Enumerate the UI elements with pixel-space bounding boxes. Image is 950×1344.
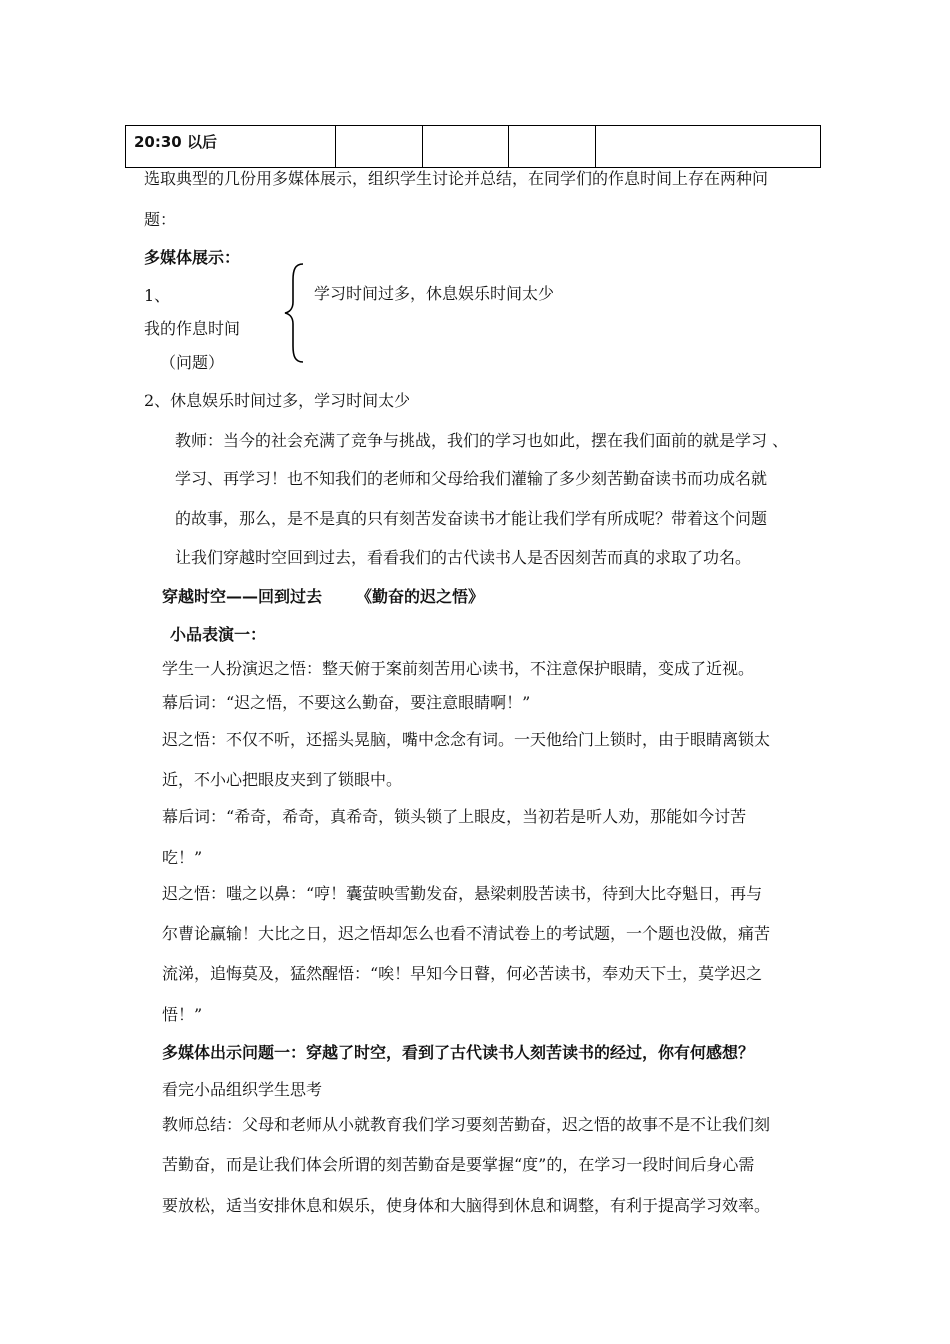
question-one: 多媒体出示问题一：穿越了时空，看到了古代读书人刻苦读书的经过，你有何感想？ <box>162 1043 755 1062</box>
table-cell <box>336 126 423 168</box>
skit-line: 近，不小心把眼皮夹到了锁眼中。 <box>162 770 403 789</box>
table-row <box>126 126 821 168</box>
curly-brace-icon <box>283 262 305 364</box>
intro-line: 题： <box>144 210 177 229</box>
problem1-number: 1、 <box>144 286 171 305</box>
intro-line: 选取典型的几份用多媒体展示，组织学生讨论并总结，在同学们的作息时间上存在两种问 <box>144 169 769 188</box>
summary-line: 教师总结：父母和老师从小就教育我们学习要刻苦勤奋，迟之悟的故事不是不让我们刻 <box>162 1115 771 1134</box>
section-subtitle: 《勤奋的迟之悟》 <box>356 587 485 606</box>
summary-line: 苦勤奋，而是让我们体会所谓的刻苦勤奋是要掌握“度”的，在学习一段时间后身心需 <box>162 1155 755 1174</box>
table-cell <box>596 126 821 168</box>
teacher-intro-line: 学习、再学习！也不知我们的老师和父母给我们灌输了多少刻苦勤奋读书而功成名就 <box>175 469 768 488</box>
schedule-table <box>125 125 821 168</box>
skit-line: 吃！” <box>162 848 203 867</box>
table-cell <box>509 126 596 168</box>
media-heading: 多媒体展示： <box>144 248 241 267</box>
summary-line: 要放松，适当安排休息和娱乐，使身体和大脑得到休息和调整，有利于提高学习效率。 <box>162 1196 771 1215</box>
skit-line: 学生一人扮演迟之悟：整天俯于案前刻苦用心读书，不注意保护眼睛，变成了近视。 <box>162 659 755 678</box>
skit-heading: 小品表演一： <box>170 625 267 644</box>
problem1-sublabel: （问题） <box>160 353 225 372</box>
after-skit-note: 看完小品组织学生思考 <box>162 1080 323 1099</box>
skit-line: 迟之悟：嗤之以鼻：“哼！囊萤映雪勤发奋，悬梁刺股苦读书，待到大比夺魁日，再与 <box>162 884 763 903</box>
table-cell-time: 20:30 以后 <box>126 126 336 168</box>
section-title: 穿越时空——回到过去 <box>162 587 323 606</box>
table-cell <box>423 126 509 168</box>
teacher-intro-line: 教师：当今的社会充满了竞争与挑战，我们的学习也如此，摆在我们面前的就是学习 、 <box>175 431 789 450</box>
skit-line: 幕后词：“希奇，希奇，真希奇，锁头锁了上眼皮，当初若是听人劝，那能如今讨苦 <box>162 807 747 826</box>
problem2-text: 2、休息娱乐时间过多，学习时间太少 <box>144 391 411 410</box>
skit-line: 幕后词：“迟之悟，不要这么勤奋，要注意眼睛啊！” <box>162 693 531 712</box>
teacher-intro-line: 的故事，那么，是不是真的只有刻苦发奋读书才能让我们学有所成呢？带着这个问题 <box>175 509 768 528</box>
skit-line: 流涕，追悔莫及，猛然醒悟：“唉！早知今日瞽，何必苦读书，奉劝天下士，莫学迟之 <box>162 964 763 983</box>
problem1-label: 我的作息时间 <box>144 319 241 338</box>
skit-line: 迟之悟：不仅不听，还摇头晃脑，嘴中念念有词。一天他给门上锁时，由于眼睛离锁太 <box>162 730 771 749</box>
skit-line: 悟！” <box>162 1005 203 1024</box>
skit-line: 尔曹论赢输！大比之日，迟之悟却怎么也看不清试卷上的考试题，一个题也没做，痛苦 <box>162 924 771 943</box>
teacher-intro-line: 让我们穿越时空回到过去，看看我们的古代读书人是否因刻苦而真的求取了功名。 <box>175 548 752 567</box>
problem1-text: 学习时间过多，休息娱乐时间太少 <box>314 284 555 303</box>
